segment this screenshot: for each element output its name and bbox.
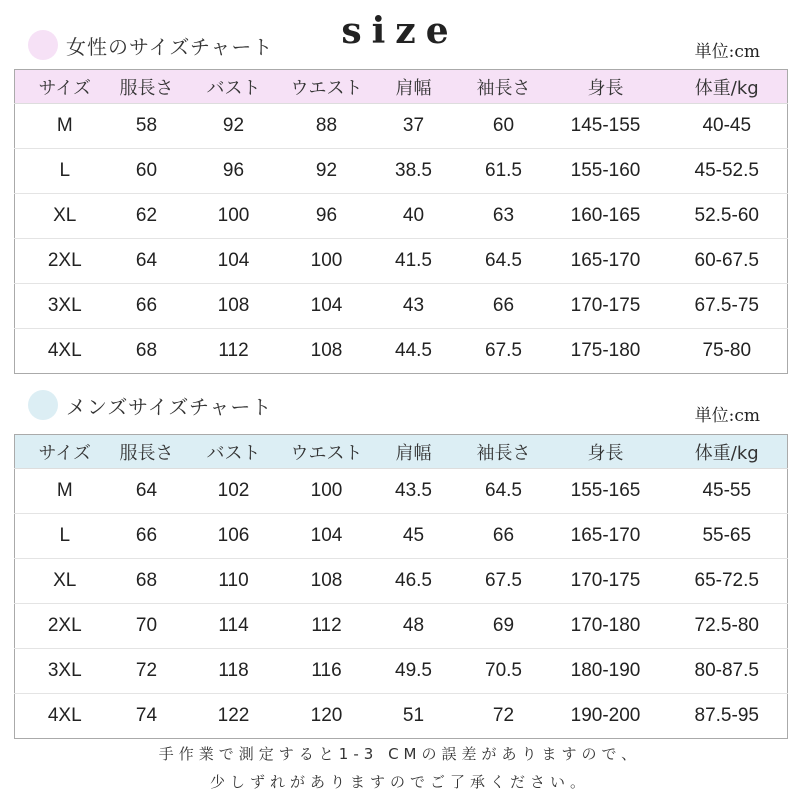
table-cell: 44.5 (395, 340, 432, 361)
table-cell: 40 (365, 194, 463, 239)
table-cell: 58 (115, 104, 179, 149)
table-row (15, 604, 788, 649)
table-cell: 165-170 (545, 239, 667, 284)
table-cell: 114 (179, 604, 289, 649)
table-row (15, 514, 788, 559)
women-header-cell: サイズ (15, 70, 115, 104)
table-cell: M (15, 469, 115, 514)
table-cell: 74 (135, 705, 158, 726)
table-cell: 43 (365, 284, 463, 329)
table-cell: 72.5-80 (667, 604, 788, 649)
women-header-cell: 肩幅 (365, 70, 463, 104)
table-cell: 110 (179, 559, 289, 604)
table-row (15, 194, 788, 239)
men-header-cell: 服長さ (115, 435, 179, 469)
women-header-cell: ウエスト (289, 70, 365, 104)
women-header-cell: 袖長さ (463, 70, 545, 104)
table-cell: L (15, 514, 115, 559)
table-cell: M (15, 104, 115, 149)
women-header-cell: 体重/kg (667, 70, 788, 104)
table-cell: 100 (179, 194, 289, 239)
women-header-row (15, 70, 788, 104)
table-cell: 51 (402, 705, 425, 726)
table-cell: 3XL (15, 649, 115, 694)
table-cell: 122 (217, 705, 250, 726)
table-cell: 88 (289, 104, 365, 149)
men-circle-icon (28, 390, 58, 420)
table-cell: 63 (463, 194, 545, 239)
table-row (15, 469, 788, 514)
table-cell: 170-175 (545, 559, 667, 604)
table-row (15, 104, 788, 149)
table-cell: 52.5-60 (667, 194, 788, 239)
table-row (15, 694, 788, 739)
table-cell: 70.5 (463, 649, 545, 694)
table-cell: 49.5 (365, 649, 463, 694)
table-cell: 60 (115, 149, 179, 194)
men-unit-label: 単位:cm (694, 406, 760, 426)
table-cell: 104 (289, 514, 365, 559)
table-cell: 108 (310, 340, 343, 361)
men-header-cell: バスト (179, 435, 289, 469)
table-cell: 68 (135, 340, 158, 361)
table-row (15, 149, 788, 194)
women-header-cell: バスト (179, 70, 289, 104)
men-header-cell: 体重/kg (667, 435, 788, 469)
table-cell: 112 (218, 340, 249, 361)
table-cell: 180-190 (545, 649, 667, 694)
table-cell: 75-80 (702, 340, 752, 361)
table-cell: 100 (289, 469, 365, 514)
table-cell: 4XL (47, 340, 82, 361)
table-cell: 64.5 (463, 469, 545, 514)
table-cell: 170-180 (545, 604, 667, 649)
table-cell: 48 (365, 604, 463, 649)
table-row (15, 284, 788, 329)
table-cell: 41.5 (365, 239, 463, 284)
table-cell: 175-180 (570, 340, 641, 361)
table-cell: 106 (179, 514, 289, 559)
women-section-label: 女性のサイズチャート (66, 34, 274, 59)
note-line-1: 手作業で測定すると1-3 CMの誤差がありますので、 (158, 745, 642, 763)
table-cell: 66 (463, 284, 545, 329)
table-cell: 69 (463, 604, 545, 649)
table-cell: 70 (115, 604, 179, 649)
table-cell: 80-87.5 (667, 649, 788, 694)
table-cell: 64.5 (463, 239, 545, 284)
table-row (15, 329, 788, 374)
table-cell: 102 (179, 469, 289, 514)
table-cell: L (15, 149, 115, 194)
table-cell: 92 (289, 149, 365, 194)
table-cell: 120 (310, 705, 343, 726)
table-cell: 3XL (15, 284, 115, 329)
men-section-header (28, 388, 272, 422)
table-cell: 108 (179, 284, 289, 329)
men-header-cell: ウエスト (289, 435, 365, 469)
note-line-2: 少しずれがありますのでご了承ください。 (209, 773, 590, 791)
table-cell: 66 (115, 514, 179, 559)
table-cell: 67.5 (463, 559, 545, 604)
table-cell: 118 (179, 649, 289, 694)
table-cell: 96 (179, 149, 289, 194)
table-cell: 170-175 (545, 284, 667, 329)
table-cell: 67.5 (485, 340, 522, 361)
table-cell: 64 (115, 469, 179, 514)
women-section-header (28, 28, 273, 62)
table-cell: 61.5 (463, 149, 545, 194)
men-size-table (14, 434, 788, 739)
women-size-table (14, 69, 788, 374)
table-cell: 45-55 (667, 469, 788, 514)
men-header-cell: 袖長さ (463, 435, 545, 469)
table-cell: 145-155 (545, 104, 667, 149)
table-cell: 45 (365, 514, 463, 559)
table-row (15, 239, 788, 284)
men-header-cell: 身長 (545, 435, 667, 469)
table-cell: 2XL (15, 239, 115, 284)
table-cell: 100 (289, 239, 365, 284)
table-cell: 155-165 (545, 469, 667, 514)
table-cell: 67.5-75 (667, 284, 788, 329)
table-cell: 2XL (15, 604, 115, 649)
women-circle-icon (28, 30, 58, 60)
table-cell: 165-170 (545, 514, 667, 559)
men-header-row (15, 435, 788, 469)
table-cell: 65-72.5 (667, 559, 788, 604)
table-cell: 160-165 (545, 194, 667, 239)
men-header-cell: サイズ (15, 435, 115, 469)
table-cell: 45-52.5 (667, 149, 788, 194)
table-cell: 38.5 (365, 149, 463, 194)
table-cell: 92 (179, 104, 289, 149)
women-header-cell: 身長 (545, 70, 667, 104)
table-cell: 55-65 (667, 514, 788, 559)
page-title: size (341, 10, 459, 52)
table-cell: 62 (115, 194, 179, 239)
table-cell: 64 (115, 239, 179, 284)
table-cell: 72 (115, 649, 179, 694)
table-cell: 112 (289, 604, 365, 649)
table-cell: 155-160 (545, 149, 667, 194)
table-cell: 116 (289, 649, 365, 694)
men-header-cell: 肩幅 (365, 435, 463, 469)
table-row (15, 649, 788, 694)
table-cell: 87.5-95 (694, 705, 759, 726)
table-cell: 68 (115, 559, 179, 604)
table-cell: 190-200 (570, 705, 641, 726)
table-cell: 104 (179, 239, 289, 284)
table-cell: 96 (289, 194, 365, 239)
table-cell: 104 (289, 284, 365, 329)
table-cell: 66 (463, 514, 545, 559)
table-cell: 72 (492, 705, 515, 726)
table-cell: XL (15, 559, 115, 604)
table-cell: XL (15, 194, 115, 239)
table-cell: 46.5 (365, 559, 463, 604)
table-cell: 4XL (47, 705, 82, 726)
table-cell: 60-67.5 (667, 239, 788, 284)
table-cell: 66 (115, 284, 179, 329)
table-cell: 108 (289, 559, 365, 604)
table-cell: 37 (365, 104, 463, 149)
table-cell: 60 (463, 104, 545, 149)
table-cell: 40-45 (667, 104, 788, 149)
women-header-cell: 服長さ (115, 70, 179, 104)
men-section-label: メンズサイズチャート (66, 394, 273, 419)
table-cell: 43.5 (365, 469, 463, 514)
table-row (15, 559, 788, 604)
women-unit-label: 単位:cm (694, 42, 760, 62)
